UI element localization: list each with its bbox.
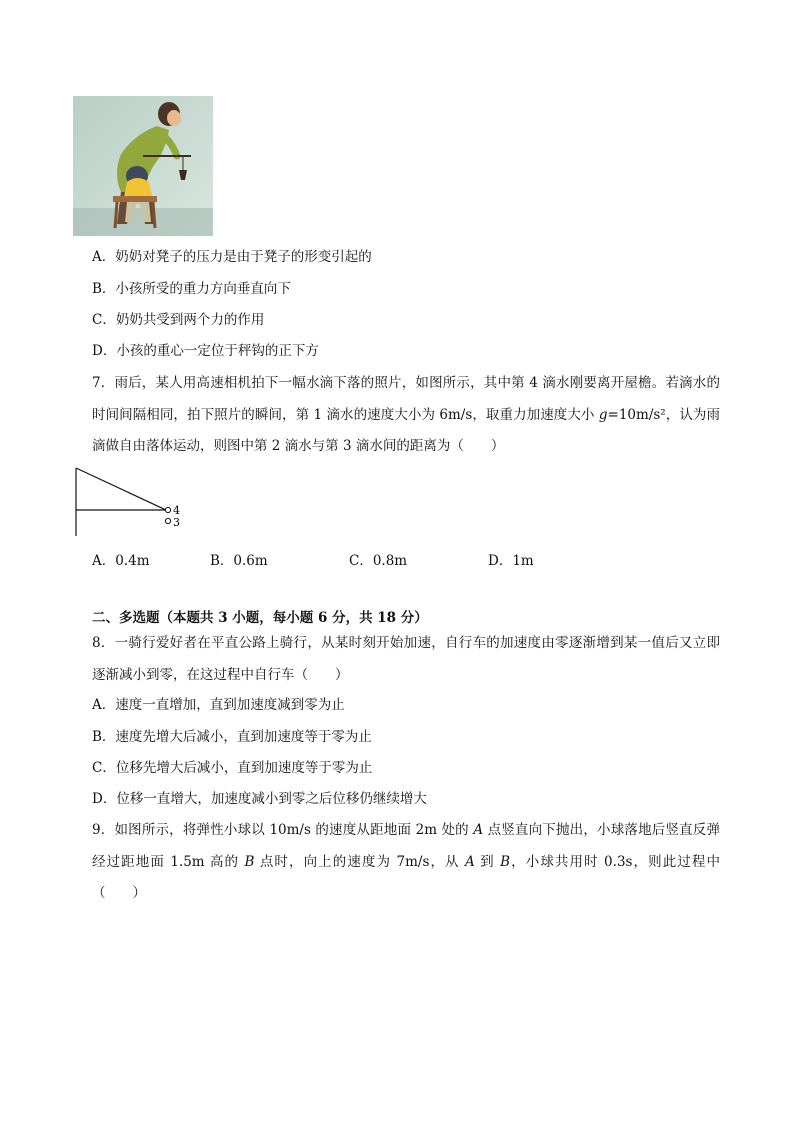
q8-option-c: C．位移先增大后减小，直到加速度等于零为止 bbox=[92, 760, 373, 776]
q8-stem: 8．一骑行爱好者在平直公路上骑行，从某时刻开始加速，自行车的加速度由零逐渐增到某一值后又立即逐渐减小到零，在这过程中自行车（ ） bbox=[92, 635, 720, 683]
q7-option-a: A．0.4m bbox=[92, 553, 150, 569]
q9-point-a: A bbox=[473, 822, 484, 838]
q9-point-b: B bbox=[244, 853, 255, 870]
grandma-weighing-child-illustration bbox=[73, 96, 213, 236]
q6-option-b: B．小孩所受的重力方向垂直向下 bbox=[92, 281, 291, 297]
drop-4 bbox=[165, 507, 170, 512]
q6-option-d: D．小孩的重心一定位于秤钩的正下方 bbox=[92, 343, 319, 359]
q8-option-b: B．速度先增大后减小，直到加速度等于零为止 bbox=[92, 729, 372, 745]
q8-option-a: A．速度一直增加，直到加速度减到零为止 bbox=[92, 697, 345, 713]
q8-option-d: D．位移一直增大，加速度减小到零之后位移仍继续增大 bbox=[92, 791, 427, 807]
q7-option-b: B．0.6m bbox=[210, 553, 268, 569]
q9-stem-part5: ，小球共用时 0.3s，则此过程中（ ） bbox=[92, 853, 720, 901]
q6-option-a: A．奶奶对凳子的压力是由于凳子的形变引起的 bbox=[92, 249, 372, 265]
q9-stem-part2: 点竖直向下抛出，小球落地后竖直反弹经过距地面 1.5m 高的 bbox=[92, 822, 720, 870]
q7-option-c: C．0.8m bbox=[349, 553, 408, 569]
q9-stem-part4: 到 bbox=[474, 853, 501, 870]
q7-stem-part2: =10m/s²，认为雨滴做自由落体运动，则图中第 2 滴水与第 3 滴水间的距离为（ ） bbox=[92, 406, 720, 454]
q7-g-symbol: g bbox=[598, 406, 608, 423]
drop-4-label: 4 bbox=[173, 504, 180, 517]
q9-stem-part3: 点时，向上的速度为 7m/s，从 bbox=[254, 853, 466, 870]
eave-slope-line bbox=[76, 468, 166, 510]
drop-3-label: 3 bbox=[173, 516, 180, 529]
q7-option-d: D．1m bbox=[488, 553, 534, 569]
q7-stem-part1: 7．雨后，某人用高速相机拍下一幅水滴下落的照片，如图所示，其中第 4 滴水刚要离开屋檐。若滴水的时间间隔相同，拍下照片的瞬间，第 1 滴水的速度大小为 6m/s，取重力加速度大小 bbox=[92, 375, 720, 423]
q9-point-b-2: B bbox=[500, 853, 511, 870]
q9-stem-part1: 9．如图所示，将弹性小球以 10m/s 的速度从距地面 2m 处的 bbox=[92, 822, 474, 838]
q6-option-c: C．奶奶共受到两个力的作用 bbox=[92, 312, 265, 328]
q9-point-a-2: A bbox=[465, 853, 475, 870]
raindrop-eave-diagram bbox=[72, 466, 192, 538]
drop-3 bbox=[165, 518, 170, 523]
q7-stem bbox=[92, 368, 720, 463]
q9-stem bbox=[92, 815, 720, 910]
section-heading-multiple-choice: 二、多选题（本题共 3 小题，每小题 6 分，共 18 分） bbox=[92, 610, 428, 626]
